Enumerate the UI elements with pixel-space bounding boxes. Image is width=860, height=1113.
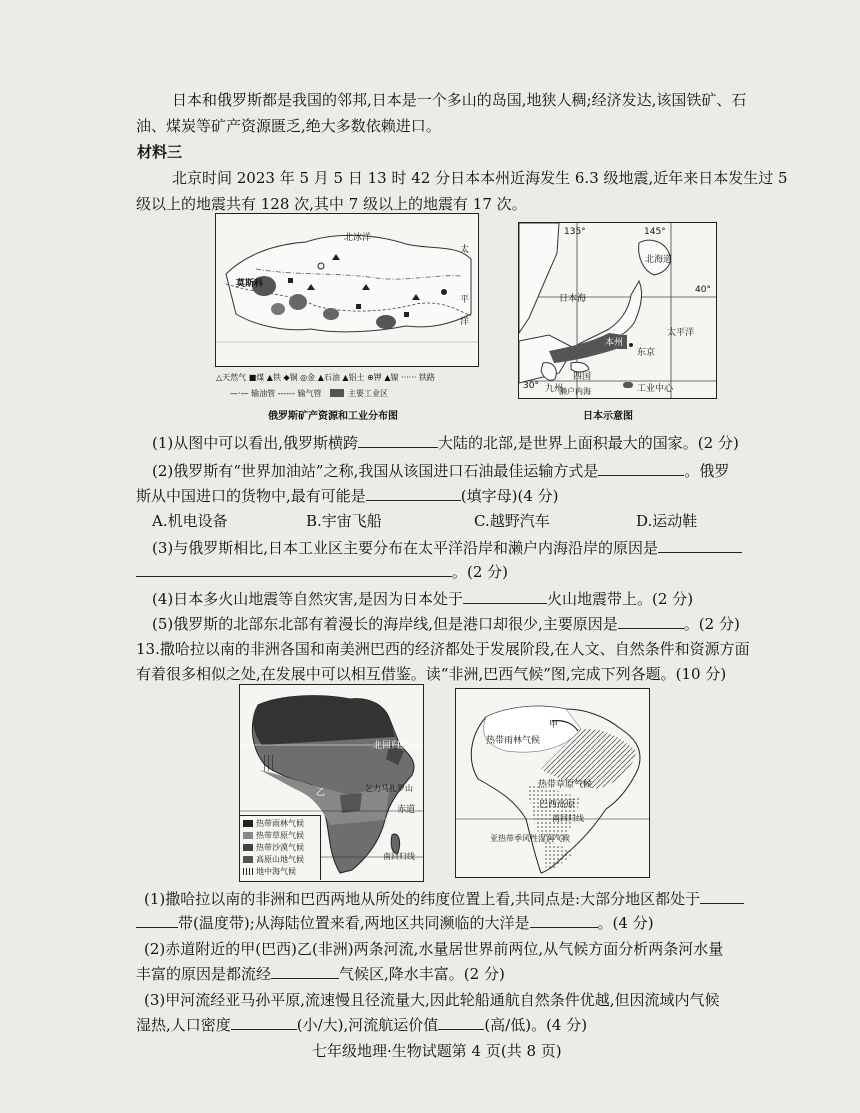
russia-label-arctic: 北冰洋 [344, 233, 372, 243]
brazil-label-tropic: 南回归线 [552, 814, 584, 823]
intro-line-1: 日本和俄罗斯都是我国的邻邦,日本是一个多山的岛国,地狭人稠;经济发达,该国铁矿、石 [172, 91, 747, 109]
africa-legend-mediterranean: 地中海气候 [256, 867, 296, 876]
q12-5 [152, 613, 740, 634]
q13-1-text-c: 。(4 分) [597, 914, 654, 932]
q12-2-blank-2[interactable] [366, 486, 461, 501]
japan-label-sea-of-japan: 日本海 [559, 294, 587, 304]
q12-3-blank-a[interactable] [658, 538, 742, 553]
africa-map [239, 684, 424, 882]
russia-map [215, 213, 479, 367]
q12-3-blank-b[interactable] [136, 562, 452, 577]
q12-1-blank[interactable] [358, 433, 438, 448]
africa-label-kilimanjaro: 乞力马扎罗山 [365, 784, 413, 793]
japan-label-135: 135° [564, 227, 586, 237]
q13-stem-2: 有着很多相似之处,在发展中可以相互借鉴。读“非洲,巴西气候”图,完成下列各题。(10 分) [136, 665, 727, 683]
japan-legend-industry: 工业中心 [637, 384, 674, 394]
q13-2-text-c: 气候区,降水丰富。(2 分) [339, 965, 505, 983]
q12-3-cont [136, 561, 508, 582]
q12-2 [152, 460, 729, 481]
africa-label-tropic-s: 南回归线 [383, 852, 415, 861]
q12-option-c[interactable]: C.越野汽车 [474, 512, 550, 530]
q12-1-text-a: (1)从图中可以看出,俄罗斯横跨 [152, 434, 359, 452]
industry-area-swatch [330, 389, 344, 397]
japan-label-145: 145° [644, 227, 666, 237]
japan-label-30: 30° [523, 381, 539, 391]
brazil-label-plateau: 巴西高原 [539, 800, 576, 810]
russia-label-pacific-1: 太 [460, 245, 470, 255]
japan-label-hokkaido: 北海道 [645, 255, 673, 265]
japan-label-kyushu: 九州 [545, 384, 564, 394]
material3-heading: 材料三 [137, 143, 183, 161]
q13-stem-1: 13.撒哈拉以南的非洲各国和南美洲巴西的经济都处于发展阶段,在人文、自然条件和资源方面 [136, 640, 750, 658]
q12-3-text-a: (3)与俄罗斯相比,日本工业区主要分布在太平洋沿岸和濑户内海沿岸的原因是 [152, 539, 659, 557]
japan-label-40: 40° [695, 285, 711, 295]
q13-2-cont [136, 963, 505, 984]
russia-label-pacific-3: 洋 [460, 317, 470, 327]
q13-1-text-b: 带(温度带);从海陆位置来看,两地区共同濒临的大洋是 [178, 914, 530, 932]
africa-legend-savanna: 热带草原气候 [256, 831, 304, 840]
africa-legend-rainforest: 热带雨林气候 [256, 819, 304, 828]
page-footer: 七年级地理·生物试题第 4 页(共 8 页) [312, 1042, 562, 1060]
q13-1-text-a: (1)撒哈拉以南的非洲和巴西两地从所处的纬度位置上看,共同点是:大部分地区都处于 [144, 890, 701, 908]
africa-label-tropic-n: 北回归线 [373, 741, 410, 751]
q13-3-blank-a[interactable] [231, 1015, 297, 1030]
japan-map-drawing [519, 223, 716, 398]
q12-option-a[interactable]: A.机电设备 [152, 512, 228, 530]
q13-3: (3)甲河流经亚马孙平原,流速慢且径流量大,因此轮船通航自然条件优越,但因流域内气候 [144, 991, 720, 1009]
q12-2-text-a: (2)俄罗斯有“世界加油站”之称,我国从该国进口石油最佳运输方式是 [152, 462, 599, 480]
russia-legend-industry: 主要工业区 [348, 389, 388, 398]
q13-3-cont [136, 1014, 587, 1035]
q12-option-d[interactable]: D.运动鞋 [636, 512, 698, 530]
japan-label-seto: 濑户内海 [559, 387, 591, 396]
q13-3-text-d: (高/低)。(4 分) [484, 1016, 588, 1034]
japan-map [518, 222, 717, 399]
africa-legend-desert: 热带沙漠气候 [256, 843, 304, 852]
russia-map-caption: 俄罗斯矿产资源和工业分布图 [268, 411, 398, 422]
material3-line-1: 北京时间 2023 年 5 月 5 日 13 时 42 分日本本州近海发生 6.3 级地震,近年来日本发生过 5 [172, 169, 788, 187]
africa-label-equator: 赤道 [397, 805, 416, 815]
japan-label-pacific: 太平洋 [667, 328, 695, 338]
q12-5-text-a: (5)俄罗斯的北部东北部有着漫长的海岸线,但是港口却很少,主要原因是 [152, 615, 618, 633]
brazil-label-jia: 甲 [549, 720, 559, 730]
q12-4-text-a: (4)日本多火山地震等自然灾害,是因为日本处于 [152, 590, 464, 608]
q13-3-text-c: (小/大),河流航运价值 [296, 1016, 439, 1034]
russia-label-pacific-2: 平 [460, 295, 470, 305]
africa-legend-highland: 高原山地气候 [256, 855, 304, 864]
russia-legend-line-2: —·— 输油管 ------ 输气管 [230, 389, 322, 398]
brazil-label-subtropical: 亚热带季风性湿润气候 [490, 834, 570, 843]
q13-1-blank-a[interactable] [700, 889, 744, 904]
q13-2-text-b: 丰富的原因是都流经 [136, 965, 272, 983]
japan-map-caption: 日本示意图 [583, 411, 633, 422]
material3-line-2: 级以上的地震共有 128 次,其中 7 级以上的地震有 17 次。 [136, 195, 527, 213]
q12-3 [152, 537, 742, 558]
russia-legend-line-1: △天然气 ■煤 ▲铁 ◆铜 ◎金 ▲石油 ▲铝土 ⊕钾 ▲镍 ······ 铁路 [216, 373, 435, 382]
q12-3-text-b: 。(2 分) [452, 563, 509, 581]
q12-4-blank[interactable] [463, 589, 547, 604]
q12-5-text-b: 。(2 分) [683, 615, 740, 633]
japan-label-honshu: 本州 [605, 338, 624, 348]
japan-label-tokyo: 东京 [637, 348, 656, 358]
q12-4 [152, 588, 693, 609]
q13-1-blank-c[interactable] [530, 913, 598, 928]
q12-2-cont [136, 485, 559, 506]
q13-1-blank-b[interactable] [136, 913, 178, 928]
brazil-label-rainforest: 热带雨林气候 [486, 736, 541, 746]
q13-1 [144, 888, 744, 909]
q13-3-text-b: 湿热,人口密度 [136, 1016, 231, 1034]
q12-2-text-c: 斯从中国进口的货物中,最有可能是 [136, 487, 366, 505]
intro-line-2: 油、煤炭等矿产资源匮乏,绝大多数依赖进口。 [136, 117, 441, 135]
q12-1 [152, 432, 739, 453]
japan-label-shikoku: 四国 [573, 372, 592, 382]
brazil-map [455, 688, 650, 878]
q13-2: (2)赤道附近的甲(巴西)乙(非洲)两条河流,水量居世界前两位,从气候方面分析两条河水量 [144, 940, 724, 958]
q12-1-text-b: 大陆的北部,是世界上面积最大的国家。(2 分) [438, 434, 739, 452]
russia-label-moscow: 莫斯科 [236, 279, 264, 289]
q12-2-text-b: 。俄罗 [684, 462, 730, 480]
q13-1-cont [136, 912, 654, 933]
q13-3-blank-b[interactable] [438, 1015, 484, 1030]
q13-2-blank[interactable] [271, 964, 339, 979]
africa-legend [240, 815, 321, 880]
q12-option-b[interactable]: B.宇宙飞船 [306, 512, 382, 530]
brazil-label-savanna: 热带草原气候 [538, 780, 593, 790]
africa-label-yi: 乙 [316, 788, 326, 798]
q12-4-text-b: 火山地震带上。(2 分) [547, 590, 694, 608]
q12-5-blank[interactable] [618, 614, 684, 629]
q12-2-text-d: (填字母)(4 分) [460, 487, 559, 505]
q12-2-blank-1[interactable] [598, 461, 684, 476]
